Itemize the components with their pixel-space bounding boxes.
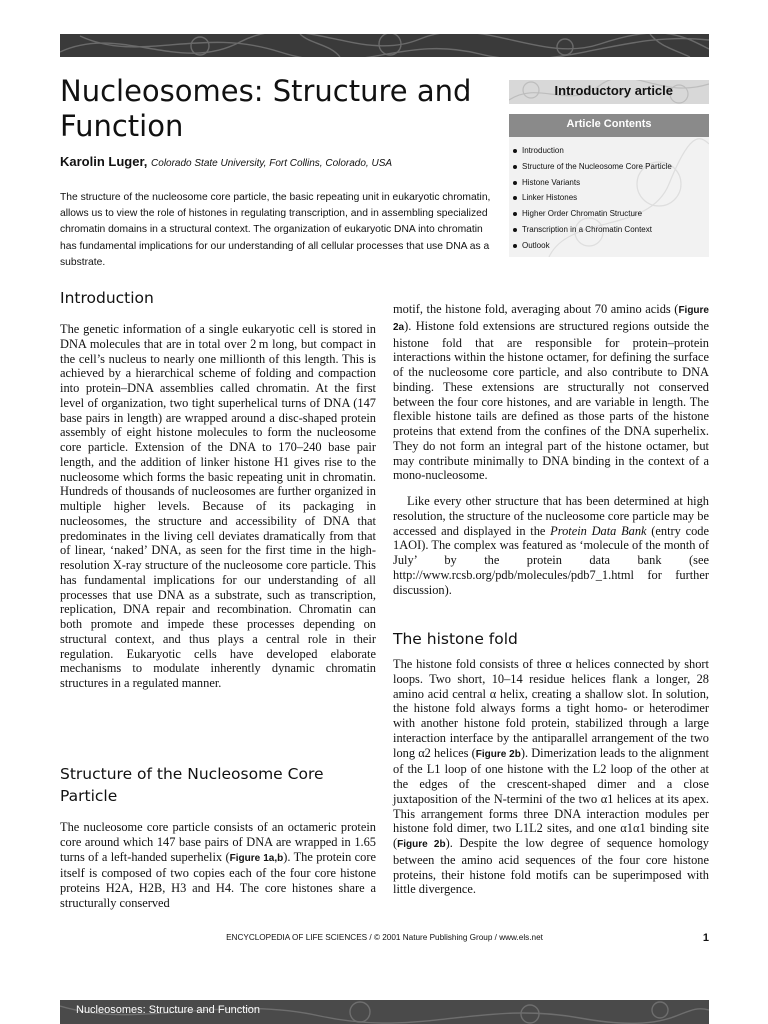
figure-1ab-link[interactable]: Figure 1a,b <box>229 852 284 864</box>
article-contents-box <box>509 114 709 257</box>
article-contents-header <box>509 114 709 137</box>
contents-item-outlook[interactable]: Outlook <box>513 238 709 254</box>
contents-item-transcription[interactable]: Transcription in a Chromatin Context <box>513 222 709 238</box>
author-name: Karolin Luger, <box>60 154 148 169</box>
article-contents-title: Article Contents <box>566 118 652 130</box>
figure-2b-link[interactable]: Figure 2b <box>475 748 521 760</box>
histone-text-2: ). Dimerization leads to the alignment of the L1 loop of one histone with the L2 loop of the other at the edges of the crescent-shaped dimer and a close juxtaposition of the N-termini of the two α1 helices at its apex. This arrangement forms three DNA interaction modules per histone fold dimer, two L1L2 sites, and one α1α1 binding site ( <box>393 745 709 850</box>
section-heading-introduction: Introduction <box>60 289 154 307</box>
abstract: The structure of the nucleosome core particle, the basic repeating unit in eukaryotic chromatin, allows us to view the role of histones in regulating transcription, and in assembling specialized chromatin domains in a structural context. The organization of eukaryotic DNA into chromatin has fundamental implications for our understanding of all cellular processes that use DNA as a substrate. <box>60 192 491 268</box>
contents-item-higher-order[interactable]: Higher Order Chromatin Structure <box>513 206 709 222</box>
article-type-label: Introductory article <box>554 83 673 98</box>
structure-text-2: ). The protein core itself is composed of two copies each of the four core histone proteins H2A, H2B, H3 and H4. The core histones share a structurally conserved <box>60 849 376 910</box>
structure-paragraph <box>60 820 376 911</box>
banner-swirl-decoration <box>60 34 709 57</box>
histone-motif-paragraph <box>393 302 709 483</box>
motif-text-1: motif, the histone fold, averaging about 70 amino acids ( <box>393 302 679 316</box>
figure-2b-link-2[interactable]: Figure 2b <box>397 839 446 850</box>
citation-line: ENCYCLOPEDIA OF LIFE SCIENCES / © 2001 Nature Publishing Group / www.els.net <box>226 933 543 942</box>
article-contents-list <box>509 137 709 254</box>
histone-text-3: ). Despite the low degree of sequence homology between the amino acid sequences of the four core histone proteins, their histone fold motifs can be superimposed with little divergence. <box>393 836 709 897</box>
motif-text-2: ). Histone fold extensions are structured regions outside the histone fold that are responsible for protein–protein interactions within the histone octamer, for defining the surface of the nucleosome core particle, and also contribute to DNA binding. These extensions are structurally not conserved between the four core histones, and are variable in length. The flexible histone tails are defined as those parts of the histone proteins that extend from the confines of the DNA superhelix. They do not form an integral part of the histone octamer, but may contribute minimally to DNA binding in the context of a mono-nucleosome. <box>393 318 709 483</box>
page-footer <box>60 931 709 945</box>
contents-item-linker-histones[interactable]: Linker Histones <box>513 190 709 206</box>
author-affiliation: Colorado State University, Fort Collins, Colorado, USA <box>151 158 393 169</box>
pdb-text-2: (entry code 1AOI). The complex was featured as ‘molecule of the month of July’ by the protein data bank (see http://www.rcsb.org/pdb/molecules/pdb7_1.html for further discussion). <box>393 523 709 597</box>
figure-2a-link[interactable]: Figure 2a <box>393 305 709 333</box>
top-banner <box>60 34 709 57</box>
protein-data-bank-name: Protein Data Bank <box>550 523 647 538</box>
running-title: Nucleosomes: Structure and Function <box>76 1004 261 1016</box>
running-title-bar <box>60 1000 709 1024</box>
contents-item-introduction[interactable]: Introduction <box>513 143 709 159</box>
author-line <box>60 154 500 169</box>
pdb-text-1: Like every other structure that has been determined at high resolution, the structure of the nucleosome core particle may be accessed and displayed in the <box>393 494 709 538</box>
article-title: Nucleosomes: Structure and Function <box>60 74 472 143</box>
intro-paragraph: The genetic information of a single eukaryotic cell is stored in DNA molecules that are in total over 2 m long, but compact in the cell’s nucleus to nearly one millionth of this length. This is achieved by a hierarchical scheme of folding and compaction into protein–DNA assemblies called chromatin. At the first level of organization, two tight superhelical turns of DNA (147 base pairs in length) are wrapped around a disc-shaped protein assembly of eight histone molecules to form the nucleosome core particle. Extension of the DNA to 170–240 base pair length, and the addition of linker histone H1 gives rise to the nucleosome which forms the basic repeating unit in chromatin. Hundreds of thousands of nucleosomes are further organized in multiple higher levels. Because of its packaging in nucleosomes, the structure and accessibility of DNA that predominates in the living cell deviates dramatically from that of linear, ‘naked’ DNA, as seen for the first time in the high-resolution X-ray structure of the nucleosome core particle. This has fundamental implications for our understanding of all processes that use DNA as a substrate, such as transcription, replication, DNA repair and recombination. Chromatin can both promote and impede these processes depending on structural context, and thus plays a central role in their regulation. Eukaryotic cells have developed elaborate mechanisms to modulate inherently dynamic chromatin structures in a regulated manner. <box>60 322 376 690</box>
histone-fold-paragraph <box>393 657 709 897</box>
pdb-paragraph <box>393 494 709 597</box>
contents-item-histone-variants[interactable]: Histone Variants <box>513 175 709 191</box>
section-heading-structure: Structure of the Nucleosome Core Particle <box>60 765 324 805</box>
structure-text-1: The nucleosome core particle consists of an octameric protein core around which 147 base pairs of DNA are wrapped in 1.65 turns of a left-handed superhelix ( <box>60 820 376 864</box>
section-heading-histone-fold: The histone fold <box>393 630 518 648</box>
histone-text-1: The histone fold consists of three α helices connected by short loops. Two short, 10–14 residue helices flank a longer, 28 amino acid central α helix, creating a shallow slot. In solution, the histone fold always forms a tight homo- or heterodimer with another histone fold protein, stabilized through a large interaction interface by the antiparallel arrangement of the two long α2 helices ( <box>393 657 709 760</box>
article-type-badge <box>509 80 709 104</box>
contents-item-structure[interactable]: Structure of the Nucleosome Core Particle <box>513 159 709 175</box>
page-number: 1 <box>702 932 709 944</box>
